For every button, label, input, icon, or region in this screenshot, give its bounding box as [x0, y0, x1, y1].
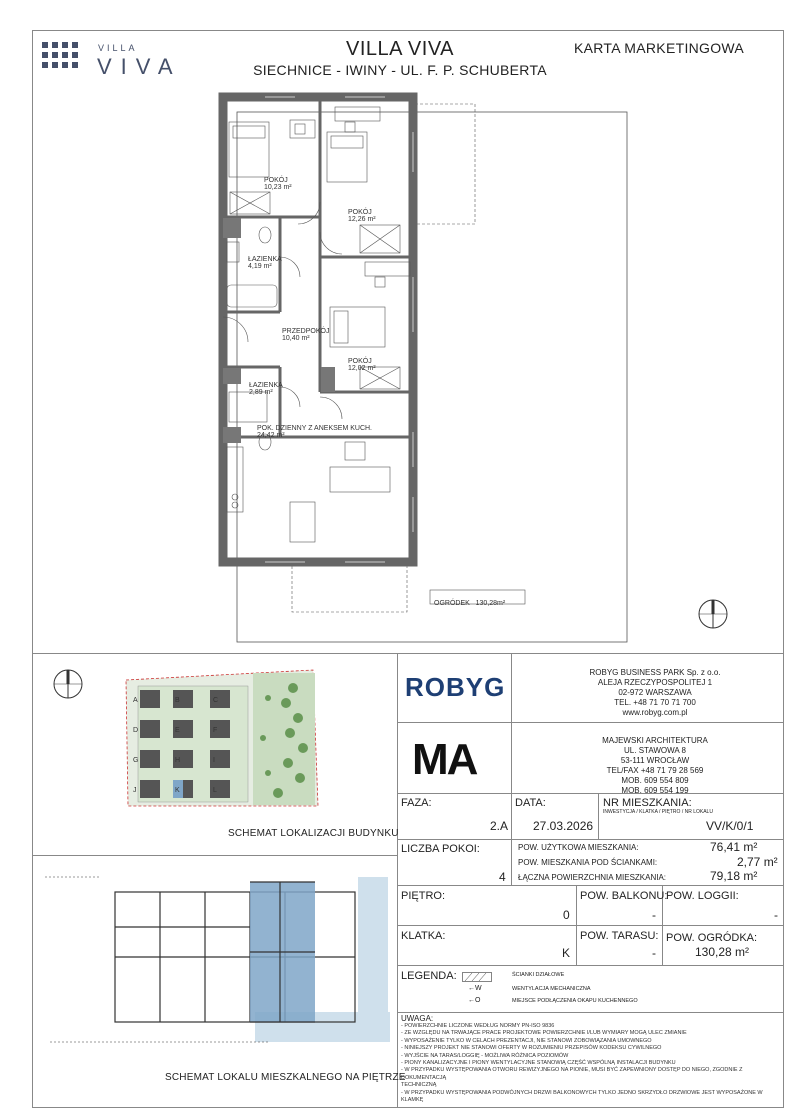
- uzytkowa-value: 76,41 m²: [710, 840, 758, 854]
- faza-label: FAZA:: [401, 797, 432, 809]
- notes-list: - POWIERZCHNIE LICZONE WEDŁUG NORMY PN-ISO 9836 - ZE WZGLĘDU NA TRWAJĄCE PRACE PROJEKTOWE POWIERZCHNIE I/LUB WYMIARY MOGĄ ULEC ZMIANIE - WYPOSAŻENIE TYLKO W CELACH PREZENTACJI, NIE STANOWI ZOBOWIĄZANIA UMOWNEGO - NINIEJSZY PROJEKT NIE STANOWI OFERTY W ROZUMIENIU PRZEPISÓW KODEKSU CYWILNEGO - WYJŚCIE NA TARAS/LOGGIĘ - MOŻLIWA RÓŻNICA POZIOMÓW - PIONY KANALIZACYJNE I PIONY WENTYLACYJNE STANOWIĄ CZĘŚĆ WSPÓLNĄ INSTALACJI BUDYNKU - W PRZYPADKU WYSTĘPOWANIA OTWORU REWIZYJNEGO NA PIONIE, MUSI BYĆ ZAPEWNIONY DOSTĘP DO NIEGO, ZGODNIE Z DOKUMENTACJĄ TECHNICZNĄ - W PRZYPADKU WYSTĘPOWANIA PODWÓJNYCH DRZWI BALKONOWYCH TYLKO JEDNO SKRZYDŁO DRZWIOWE JEST WYPOSAŻONE W KLAMKĘ: [401, 1023, 763, 1104]
- nr-value: VV/K/0/1: [706, 819, 754, 833]
- divider-specs-b: [598, 793, 599, 839]
- garden-label: OGRÓDEK 130,28m²: [434, 600, 506, 607]
- taras-value: -: [652, 946, 656, 960]
- room-label: POK. DZIENNY Z ANEKSEM KUCH. 24,42 m²: [257, 425, 373, 439]
- architect-logo: MA: [412, 735, 477, 784]
- site-building-label: H: [175, 757, 181, 764]
- room-label: ŁAZIENKA 2,89 m²: [249, 382, 283, 396]
- robyg-logo: ROBYG: [405, 672, 506, 702]
- page-title: VILLA VIVA: [345, 38, 455, 60]
- divider-specs-3: [397, 885, 784, 886]
- room-label: POKÓJ 12,26 m²: [348, 209, 376, 223]
- site-building-label: C: [213, 697, 219, 704]
- divider-specs-c: [576, 885, 577, 965]
- site-building-label: I: [213, 757, 215, 764]
- balkon-value: -: [652, 908, 656, 922]
- pietro-label: PIĘTRO:: [401, 890, 446, 902]
- nr-label: NR MIESZKANIA:: [603, 797, 692, 809]
- liczba-label: LICZBA POKOI:: [401, 843, 480, 855]
- villa-viva-logo-icon: [42, 42, 88, 74]
- room-label: ŁAZIENKA 4,19 m²: [248, 256, 282, 270]
- brand-big: VIVA: [97, 54, 182, 79]
- legend-text: MIEJSCE PODŁĄCZENIA OKAPU KUCHENNEGO: [512, 998, 638, 1004]
- data-value: 27.03.2026: [533, 819, 594, 833]
- scianki-label: POW. MIESZKANIA POD ŚCIANKAMI:: [518, 858, 658, 867]
- divider-left-panel: [32, 855, 397, 856]
- room-label: POKÓJ 10,23 m²: [264, 177, 292, 191]
- site-building-label: K: [175, 787, 180, 794]
- legend-text: WENTYLACJA MECHANICZNA: [512, 986, 591, 992]
- architect-info: MAJEWSKI ARCHITEKTURA UL. STAWOWA 8 53-111 WROCŁAW TEL/FAX +48 71 79 28 569 MOB. 609 554 809 MOB. 609 554 199: [602, 736, 708, 795]
- notes-label: UWAGA:: [401, 1014, 434, 1023]
- legend-hatch-icon: [462, 972, 492, 982]
- faza-value: 2.A: [490, 819, 509, 833]
- divider-mid: [511, 653, 512, 793]
- site-building-label: J: [133, 787, 137, 794]
- balkon-label: POW. BALKONU:: [580, 890, 668, 902]
- laczna-label: ŁĄCZNA POWIERZCHNIA MIESZKANIA:: [518, 873, 667, 882]
- legend-symbol: ←O: [468, 997, 481, 1004]
- data-label: DATA:: [515, 797, 546, 809]
- brand-small: VILLA: [98, 43, 138, 53]
- site-building-label: L: [213, 787, 217, 794]
- klatka-label: KLATKA:: [401, 930, 446, 942]
- pietro-value: 0: [563, 908, 570, 922]
- ogrodek-value: 130,28 m²: [695, 945, 750, 959]
- uzytkowa-label: POW. UŻYTKOWA MIESZKANIA:: [518, 843, 639, 852]
- klatka-value: K: [562, 946, 571, 960]
- scianki-value: 2,77 m²: [737, 855, 778, 869]
- loggia-value: -: [774, 908, 778, 922]
- legend-label: LEGENDA:: [401, 970, 457, 982]
- site-plan: [118, 668, 323, 810]
- floor-schema-caption: SCHEMAT LOKALU MIESZKALNEGO NA PIĘTRZE: [165, 1072, 406, 1083]
- laczna-value: 79,18 m²: [710, 869, 758, 883]
- page-subtitle: SIECHNICE - IWINY - UL. F. P. SCHUBERTA: [253, 62, 547, 78]
- legend-text: ŚCIANKI DZIAŁOWE: [512, 972, 565, 978]
- liczba-value: 4: [499, 870, 506, 884]
- taras-label: POW. TARASU:: [580, 930, 659, 942]
- floor-schema: [40, 872, 390, 1057]
- divider-top: [32, 653, 784, 654]
- divider-logos: [397, 722, 784, 723]
- floor-plan: [215, 92, 635, 647]
- site-plan-caption: SCHEMAT LOKALIZACJI BUDYNKU: [228, 828, 399, 839]
- compass-icon: [697, 598, 729, 630]
- ogrodek-label: POW. OGRÓDKA:: [666, 932, 758, 944]
- divider-specs-4: [397, 925, 784, 926]
- site-building-label: B: [175, 697, 180, 704]
- legend-symbol: ←W: [468, 985, 482, 992]
- divider-specs-5: [397, 965, 784, 966]
- developer-info: ROBYG BUSINESS PARK Sp. z o.o. ALEJA RZECZYPOSPOLITEJ 1 02-972 WARSZAWA TEL. +48 71 70 71 700 www.robyg.com.pl: [589, 668, 721, 717]
- site-building-label: G: [133, 757, 139, 764]
- nr-sub: INWESTYCJA / KLATKA / PIĘTRO / NR LOKALU: [603, 809, 713, 815]
- room-label: POKÓJ 12,02 m²: [348, 358, 376, 372]
- loggia-label: POW. LOGGII:: [666, 890, 739, 902]
- site-building-label: D: [133, 727, 139, 734]
- room-label: PRZEDPOKÓJ 10,40 m²: [282, 328, 330, 342]
- compass-icon: [52, 668, 84, 700]
- site-building-label: E: [175, 727, 180, 734]
- site-building-label: A: [133, 697, 138, 704]
- divider-specs-a: [511, 793, 512, 885]
- card-type: KARTA MARKETINGOWA: [574, 40, 745, 56]
- site-building-label: F: [213, 727, 218, 734]
- divider-specs-6: [397, 1012, 784, 1013]
